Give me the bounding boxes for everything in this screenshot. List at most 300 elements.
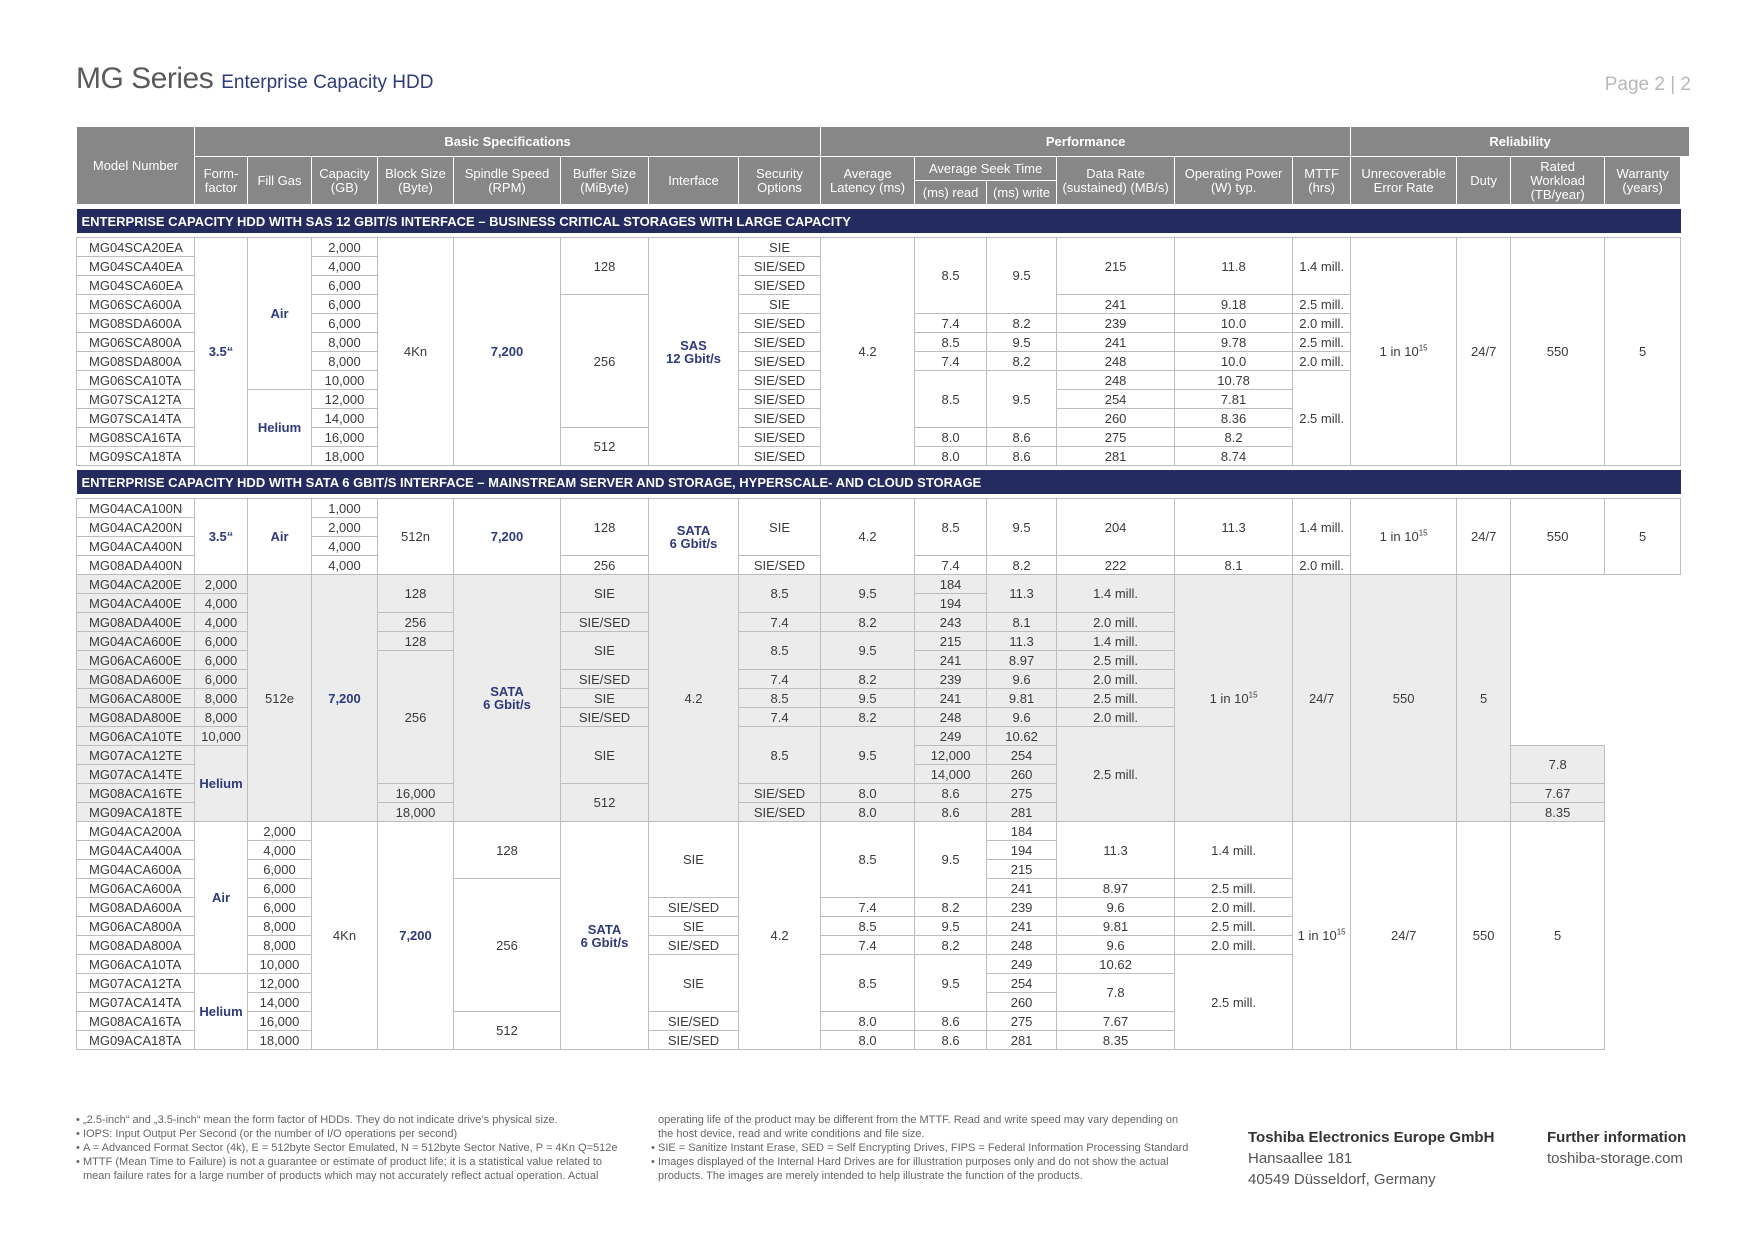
- security-value: SIE/SED: [739, 803, 821, 822]
- model-number: MG06ACA600E: [77, 651, 195, 670]
- capacity-value: 16,000: [312, 428, 378, 447]
- power-value: 7.67: [1511, 784, 1605, 803]
- seek-read-value: 8.5: [739, 689, 821, 708]
- seek-write-value: 8.6: [915, 803, 987, 822]
- mttf-value: 2.0 mill.: [1175, 898, 1293, 917]
- capacity-value: 6,000: [248, 860, 312, 879]
- error-rate-value: [1175, 575, 1293, 822]
- seek-write-value: 9.5: [915, 822, 987, 898]
- model-number: MG04SCA60EA: [77, 276, 195, 295]
- buffer-size-value: 128: [378, 575, 454, 613]
- capacity-value: 6,000: [195, 632, 248, 651]
- spec-table: [76, 126, 1690, 1050]
- model-number: MG06ACA10TA: [77, 955, 195, 974]
- seek-read-value: 7.4: [821, 898, 915, 917]
- further-info: [1547, 1127, 1686, 1169]
- power-value: 7.81: [1175, 390, 1293, 409]
- capacity-value: 6,000: [195, 670, 248, 689]
- data-rate-value: 241: [1057, 333, 1175, 352]
- model-number: MG08ACA16TE: [77, 784, 195, 803]
- col-form-factor: Form-factor: [195, 157, 248, 205]
- capacity-value: 18,000: [248, 1031, 312, 1050]
- security-value: SIE/SED: [649, 898, 739, 917]
- seek-write-value: 8.2: [915, 936, 987, 955]
- mttf-value: 2.5 mill.: [1057, 727, 1175, 822]
- model-number: MG07SCA14TA: [77, 409, 195, 428]
- data-rate-value: 254: [1057, 390, 1175, 409]
- capacity-value: 18,000: [378, 803, 454, 822]
- model-number: MG06ACA600A: [77, 879, 195, 898]
- seek-write-value: 9.5: [915, 917, 987, 936]
- data-rate-value: 248: [987, 936, 1057, 955]
- capacity-value: 4,000: [312, 556, 378, 575]
- interface-line2: 6 Gbit/s: [669, 535, 718, 551]
- capacity-value: 14,000: [312, 409, 378, 428]
- capacity-value: 12,000: [915, 746, 987, 765]
- company-city: 40549 Düsseldorf, Germany: [1248, 1171, 1436, 1188]
- capacity-value: 8,000: [312, 333, 378, 352]
- table-row: [77, 238, 1690, 257]
- seek-write-value: 8.2: [821, 613, 915, 632]
- seek-read-value: 8.5: [915, 371, 987, 428]
- error-rate-base: 1 in 10: [1297, 928, 1337, 943]
- capacity-value: 10,000: [248, 955, 312, 974]
- power-value: 10.62: [987, 727, 1057, 746]
- power-value: 8.35: [1511, 803, 1605, 822]
- capacity-value: 14,000: [248, 993, 312, 1012]
- mttf-value: 2.5 mill.: [1293, 333, 1351, 352]
- model-number: MG08ADA600A: [77, 898, 195, 917]
- interface-line1: SATA: [676, 522, 711, 538]
- section-heading-sata: ENTERPRISE CAPACITY HDD WITH SATA 6 GBIT/S INTERFACE – MAINSTREAM SERVER AND STORAGE, HYPERSCALE- AND CLOUD STORAGE: [77, 470, 1681, 494]
- capacity-value: 12,000: [248, 974, 312, 993]
- data-rate-value: 254: [987, 974, 1057, 993]
- workload-value: 550: [1511, 238, 1605, 466]
- data-rate-value: 260: [1057, 409, 1175, 428]
- security-value: SIE/SED: [739, 390, 821, 409]
- model-number: MG06SCA600A: [77, 295, 195, 314]
- company-name: Toshiba Electronics Europe GmbH: [1248, 1129, 1495, 1146]
- table-row: [77, 499, 1690, 518]
- data-rate-value: 249: [915, 727, 987, 746]
- seek-write-value: 8.2: [987, 314, 1057, 333]
- power-value: 10.78: [1175, 371, 1293, 390]
- block-size-value: 512n: [378, 499, 454, 575]
- power-value: 10.0: [1175, 314, 1293, 333]
- data-rate-value: 204: [1057, 499, 1175, 556]
- power-value: 7.8: [1057, 974, 1175, 1012]
- capacity-value: 6,000: [312, 314, 378, 333]
- seek-read-value: 7.4: [739, 708, 821, 727]
- model-number: MG08SDA800A: [77, 352, 195, 371]
- section-heading-sas: ENTERPRISE CAPACITY HDD WITH SAS 12 GBIT/S INTERFACE – BUSINESS CRITICAL STORAGES WITH LARGE CAPACITY: [77, 209, 1681, 233]
- seek-write-value: 8.6: [915, 1031, 987, 1050]
- seek-read-value: 7.4: [915, 314, 987, 333]
- data-rate-value: 248: [1057, 352, 1175, 371]
- seek-write-value: 8.6: [915, 1012, 987, 1031]
- col-duty: Duty: [1457, 157, 1511, 205]
- col-fill-gas: Fill Gas: [248, 157, 312, 205]
- model-number: MG06SCA10TA: [77, 371, 195, 390]
- capacity-value: 2,000: [195, 575, 248, 594]
- model-number: MG08ADA800A: [77, 936, 195, 955]
- interface-value: [561, 822, 649, 1050]
- power-value: 10.0: [1175, 352, 1293, 371]
- seek-read-value: 7.4: [915, 352, 987, 371]
- security-value: SIE/SED: [739, 556, 821, 575]
- seek-write-value: 8.2: [821, 670, 915, 689]
- power-value: 11.3: [1175, 499, 1293, 556]
- seek-read-value: 8.0: [915, 428, 987, 447]
- error-rate-base: 1 in 10: [1379, 344, 1419, 359]
- data-rate-value: 275: [987, 1012, 1057, 1031]
- col-buffer-size: Buffer Size (MiByte): [561, 157, 649, 205]
- mttf-value: 2.0 mill.: [1175, 936, 1293, 955]
- power-value: 8.74: [1175, 447, 1293, 466]
- table-row: [77, 575, 1690, 594]
- col-error-rate: Unrecoverable Error Rate: [1351, 157, 1457, 205]
- mttf-value: 2.5 mill.: [1293, 295, 1351, 314]
- col-interface: Interface: [649, 157, 739, 205]
- seek-write-value: 8.2: [987, 556, 1057, 575]
- interface-value: [649, 499, 739, 575]
- security-value: SIE: [561, 689, 649, 708]
- workload-value: 550: [1351, 575, 1457, 822]
- buffer-size-value: 256: [454, 879, 561, 1012]
- power-value: 11.3: [987, 632, 1057, 651]
- data-rate-value: 239: [987, 898, 1057, 917]
- fill-gas-value: Helium: [248, 390, 312, 466]
- mttf-value: 2.5 mill.: [1057, 689, 1175, 708]
- model-number: MG07ACA14TE: [77, 765, 195, 784]
- power-value: 9.81: [1057, 917, 1175, 936]
- seek-write-value: 9.5: [821, 632, 915, 670]
- model-number: MG08ADA800E: [77, 708, 195, 727]
- power-value: 8.36: [1175, 409, 1293, 428]
- mttf-value: 1.4 mill.: [1057, 575, 1175, 613]
- error-rate-value: [1293, 822, 1351, 1050]
- sata-512e-group: [77, 575, 1690, 822]
- footnotes-middle: [651, 1113, 1191, 1183]
- footnote: • Images displayed of the Internal Hard Drives are for illustration purposes only and do not show the actual products. The images are merely intended to help illustrate the function of the products.: [651, 1155, 1191, 1183]
- data-rate-value: 281: [1057, 447, 1175, 466]
- model-number: MG06SCA800A: [77, 333, 195, 352]
- security-value: SIE: [561, 575, 649, 613]
- capacity-value: 6,000: [312, 295, 378, 314]
- data-rate-value: 249: [987, 955, 1057, 974]
- security-value: SIE/SED: [739, 314, 821, 333]
- group-reliability: Reliability: [1351, 127, 1690, 157]
- security-value: SIE: [561, 632, 649, 670]
- power-value: 8.97: [987, 651, 1057, 670]
- spindle-speed-value: 7,200: [454, 238, 561, 466]
- data-rate-value: 260: [987, 993, 1057, 1012]
- mttf-value: 1.4 mill.: [1293, 238, 1351, 295]
- mttf-value: 2.0 mill.: [1293, 352, 1351, 371]
- seek-read-value: 7.4: [739, 670, 821, 689]
- capacity-value: 6,000: [312, 276, 378, 295]
- col-capacity: Capacity (GB): [312, 157, 378, 205]
- power-value: 9.78: [1175, 333, 1293, 352]
- security-value: SIE: [561, 727, 649, 784]
- col-seek-write: (ms) write: [987, 181, 1057, 205]
- model-number: MG04ACA400E: [77, 594, 195, 613]
- model-number: MG07ACA14TA: [77, 993, 195, 1012]
- model-number: MG04ACA400N: [77, 537, 195, 556]
- security-value: SIE/SED: [649, 1012, 739, 1031]
- mttf-value: 2.5 mill.: [1057, 651, 1175, 670]
- seek-read-value: 8.5: [739, 575, 821, 613]
- seek-read-value: 8.5: [915, 499, 987, 556]
- col-model-number: Model Number: [77, 127, 195, 205]
- model-number: MG04ACA400A: [77, 841, 195, 860]
- latency-value: 4.2: [739, 822, 821, 1050]
- power-value: 9.6: [1057, 898, 1175, 917]
- col-avg-latency: Average Latency (ms): [821, 157, 915, 205]
- security-value: SIE/SED: [739, 428, 821, 447]
- duty-value: 24/7: [1457, 238, 1511, 466]
- seek-read-value: 8.5: [915, 238, 987, 314]
- sata-512n-group: [77, 499, 1690, 575]
- security-value: SIE/SED: [649, 1031, 739, 1050]
- seek-read-value: 8.0: [821, 1031, 915, 1050]
- sata-4kn-group: [77, 822, 1690, 1050]
- spindle-speed-value: 7,200: [454, 499, 561, 575]
- capacity-value: 16,000: [378, 784, 454, 803]
- latency-value: 4.2: [821, 499, 915, 575]
- data-rate-value: 243: [915, 613, 987, 632]
- data-rate-value: 241: [987, 917, 1057, 936]
- data-rate-value: 260: [987, 765, 1057, 784]
- model-number: MG08ACA16TA: [77, 1012, 195, 1031]
- power-value: 7.8: [1511, 746, 1605, 784]
- sata-section-header: [77, 466, 1690, 499]
- seek-read-value: 8.5: [821, 917, 915, 936]
- spindle-speed-value: 7,200: [312, 575, 378, 822]
- duty-value: 24/7: [1351, 822, 1457, 1050]
- warranty-value: 5: [1511, 822, 1605, 1050]
- data-rate-value: 215: [1057, 238, 1175, 295]
- warranty-value: 5: [1605, 238, 1681, 466]
- mttf-value: 1.4 mill.: [1175, 822, 1293, 879]
- spec-table-container: [76, 126, 1690, 1050]
- data-rate-value: 254: [987, 746, 1057, 765]
- fill-gas-value: Air: [195, 822, 248, 974]
- warranty-value: 5: [1605, 499, 1681, 575]
- spindle-speed-value: 7,200: [378, 822, 454, 1050]
- block-size-value: 512e: [248, 575, 312, 822]
- footnote: • IOPS: Input Output Per Second (or the number of I/O operations per second): [76, 1127, 621, 1141]
- seek-write-value: 9.5: [821, 689, 915, 708]
- model-number: MG08ADA400E: [77, 613, 195, 632]
- security-value: SIE: [649, 917, 739, 936]
- capacity-value: 4,000: [195, 613, 248, 632]
- power-value: 11.3: [987, 575, 1057, 613]
- seek-read-value: 7.4: [821, 936, 915, 955]
- seek-write-value: 8.2: [987, 352, 1057, 371]
- model-number: MG07SCA12TA: [77, 390, 195, 409]
- model-number: MG04ACA600E: [77, 632, 195, 651]
- power-value: 8.1: [1175, 556, 1293, 575]
- mttf-value: 2.5 mill.: [1175, 955, 1293, 1050]
- data-rate-value: 241: [915, 689, 987, 708]
- security-value: SIE/SED: [739, 784, 821, 803]
- security-value: SIE/SED: [649, 936, 739, 955]
- page-title: [76, 62, 433, 96]
- buffer-size-value: 128: [378, 632, 454, 651]
- buffer-size-value: 256: [378, 613, 454, 632]
- security-value: SIE: [649, 955, 739, 1012]
- fill-gas-value: Air: [248, 499, 312, 575]
- footnote-continuation: operating life of the product may be different from the MTTF. Read and write speed may vary depending on the host device, read and write conditions and file size.: [658, 1114, 1179, 1140]
- mttf-value: 2.0 mill.: [1293, 314, 1351, 333]
- footnote: • „2.5-inch“ and „3.5-inch“ mean the form factor of HDDs. They do not indicate drive’s physical size.: [76, 1113, 621, 1127]
- mttf-value: 2.0 mill.: [1293, 556, 1351, 575]
- power-value: 10.62: [1057, 955, 1175, 974]
- security-value: SIE: [649, 822, 739, 898]
- data-rate-value: 241: [915, 651, 987, 670]
- model-number: MG08ADA400N: [77, 556, 195, 575]
- seek-write-value: 8.6: [987, 447, 1057, 466]
- footnote: • A = Advanced Format Sector (4k), E = 512byte Sector Emulated, N = 512byte Sector Native, P = 4Kn Q=512e: [76, 1141, 621, 1155]
- footnotes-left: [76, 1113, 621, 1183]
- model-number: MG09ACA18TA: [77, 1031, 195, 1050]
- seek-write-value: 9.5: [821, 575, 915, 613]
- warranty-value: 5: [1457, 575, 1511, 822]
- seek-read-value: 8.0: [821, 1012, 915, 1031]
- interface-value: [454, 575, 561, 822]
- security-value: SIE/SED: [561, 613, 649, 632]
- buffer-size-value: 512: [561, 784, 649, 822]
- data-rate-value: 215: [987, 860, 1057, 879]
- data-rate-value: 281: [987, 803, 1057, 822]
- error-rate-exponent: 15: [1418, 528, 1428, 538]
- col-spindle-speed: Spindle Speed (RPM): [454, 157, 561, 205]
- duty-value: 24/7: [1293, 575, 1351, 822]
- buffer-size-value: 128: [454, 822, 561, 879]
- error-rate-base: 1 in 10: [1379, 529, 1419, 544]
- error-rate-base: 1 in 10: [1209, 690, 1249, 706]
- mttf-value: 2.5 mill.: [1293, 371, 1351, 466]
- seek-read-value: 8.5: [739, 632, 821, 670]
- model-number: MG04ACA200E: [77, 575, 195, 594]
- security-value: SIE/SED: [739, 276, 821, 295]
- model-number: MG08SDA600A: [77, 314, 195, 333]
- capacity-value: 8,000: [248, 917, 312, 936]
- fill-gas-value: Air: [248, 238, 312, 390]
- col-data-rate: Data Rate (sustained) (MB/s): [1057, 157, 1175, 205]
- data-rate-value: 194: [915, 594, 987, 613]
- model-number: MG04ACA200N: [77, 518, 195, 537]
- group-basic-specs: Basic Specifications: [195, 127, 821, 157]
- buffer-size-value: 512: [454, 1012, 561, 1050]
- capacity-value: 2,000: [312, 518, 378, 537]
- data-rate-value: 184: [915, 575, 987, 594]
- col-security: Security Options: [739, 157, 821, 205]
- power-value: 9.6: [1057, 936, 1175, 955]
- capacity-value: 1,000: [312, 499, 378, 518]
- capacity-value: 10,000: [195, 727, 248, 746]
- power-value: 7.67: [1057, 1012, 1175, 1031]
- capacity-value: 6,000: [248, 879, 312, 898]
- buffer-size-value: 512: [561, 428, 649, 466]
- form-factor-value: 3.5“: [195, 238, 248, 466]
- interface-line1: SATA: [490, 684, 524, 699]
- table-row: [77, 822, 1690, 841]
- block-size-value: 4Kn: [312, 822, 378, 1050]
- model-number: MG06ACA800E: [77, 689, 195, 708]
- model-number: MG08SCA16TA: [77, 428, 195, 447]
- mttf-value: 2.0 mill.: [1057, 670, 1175, 689]
- buffer-size-value: 256: [378, 651, 454, 784]
- capacity-value: 4,000: [248, 841, 312, 860]
- fill-gas-value: Helium: [195, 974, 248, 1050]
- power-value: 8.1: [987, 613, 1057, 632]
- data-rate-value: 239: [915, 670, 987, 689]
- buffer-size-value: 256: [561, 295, 649, 428]
- mttf-value: 2.0 mill.: [1057, 613, 1175, 632]
- data-rate-value: 281: [987, 1031, 1057, 1050]
- sas-section: [77, 209, 1690, 466]
- data-rate-value: 194: [987, 841, 1057, 860]
- model-number: MG04ACA100N: [77, 499, 195, 518]
- interface-line2: 6 Gbit/s: [483, 697, 531, 712]
- buffer-size-value: 128: [561, 238, 649, 295]
- data-rate-value: 241: [1057, 295, 1175, 314]
- data-rate-value: 222: [1057, 556, 1175, 575]
- model-number: MG07ACA12TE: [77, 746, 195, 765]
- power-value: 9.81: [987, 689, 1057, 708]
- seek-read-value: 8.5: [821, 955, 915, 1012]
- security-value: SIE/SED: [739, 257, 821, 276]
- further-info-label: Further information: [1547, 1129, 1687, 1146]
- col-block-size: Block Size (Byte): [378, 157, 454, 205]
- power-value: 9.6: [987, 670, 1057, 689]
- security-value: SIE: [739, 499, 821, 556]
- seek-write-value: 9.5: [987, 499, 1057, 556]
- interface-line2: 12 Gbit/s: [666, 350, 721, 366]
- error-rate-exponent: 15: [1248, 690, 1258, 700]
- model-number: MG08ADA600E: [77, 670, 195, 689]
- block-size-value: 4Kn: [378, 238, 454, 466]
- seek-write-value: 9.5: [915, 955, 987, 1012]
- seek-read-value: 7.4: [739, 613, 821, 632]
- error-rate-value: [1351, 238, 1457, 466]
- model-number: MG09ACA18TE: [77, 803, 195, 822]
- capacity-value: 4,000: [195, 594, 248, 613]
- seek-read-value: 8.0: [821, 803, 915, 822]
- capacity-value: 8,000: [195, 689, 248, 708]
- interface-value: [649, 238, 739, 466]
- seek-read-value: 8.5: [739, 727, 821, 784]
- col-op-power: Operating Power (W) typ.: [1175, 157, 1293, 205]
- mttf-value: 1.4 mill.: [1293, 499, 1351, 556]
- model-number: MG04ACA200A: [77, 822, 195, 841]
- model-number: MG09SCA18TA: [77, 447, 195, 466]
- footnote: • MTTF (Mean Time to Failure) is not a guarantee or estimate of product life; it is a statistical value related to mean failure rates for a large number of products which may not accurately reflect actual operation. Actual: [76, 1155, 621, 1183]
- further-info-link[interactable]: toshiba-storage.com: [1547, 1150, 1683, 1167]
- data-rate-value: 275: [1057, 428, 1175, 447]
- power-value: 8.35: [1057, 1031, 1175, 1050]
- buffer-size-value: 128: [561, 499, 649, 556]
- seek-write-value: 8.2: [821, 708, 915, 727]
- capacity-value: 8,000: [195, 708, 248, 727]
- seek-write-value: 8.2: [915, 898, 987, 917]
- latency-value: 4.2: [649, 575, 739, 822]
- seek-write-value: 9.5: [821, 727, 915, 784]
- model-number: MG06ACA800A: [77, 917, 195, 936]
- security-value: SIE: [739, 295, 821, 314]
